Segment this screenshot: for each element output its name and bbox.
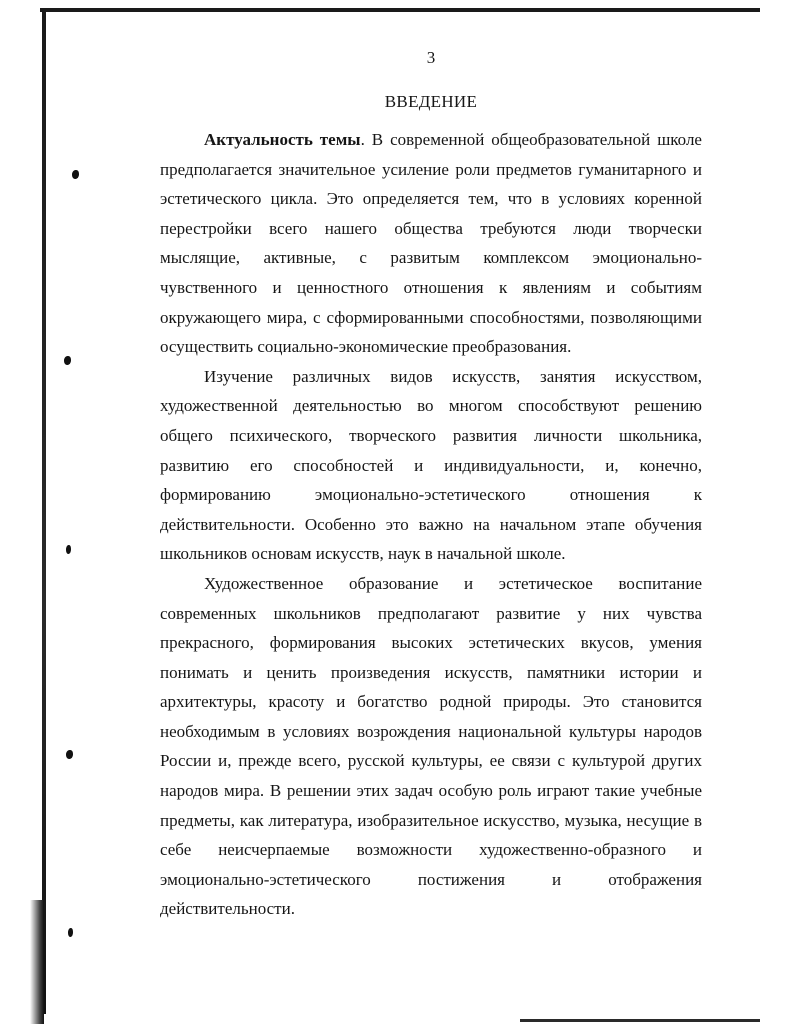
page-number: 3 (426, 48, 436, 67)
binding-hole-mark (66, 750, 73, 759)
binding-hole-mark (68, 928, 73, 937)
paragraph-2 (160, 362, 702, 569)
scan-edge-bottom (520, 1019, 760, 1022)
paragraph-text: . В современной общеобразовательной школе предполагается значительное усиление роли предметов гуманитарного и эстетического цикла. Это определяется тем, что в условиях коренной перестройки всего нашего общества требуются люди творчески мыслящие, активные, с развитым комплексом эмоционально-чувственного и ценностного отношения к явлениям и событиям окружающего мира, с сформированными способностями, позволяющими осуществить социально-экономические преобразования. (160, 130, 702, 357)
binding-hole-mark (72, 170, 79, 179)
page-title: ВВЕДЕНИЕ (384, 92, 478, 111)
scan-edge-top (40, 8, 760, 12)
binding-hole-mark (66, 545, 71, 554)
paragraph-text: Изучение различных видов искусств, занятия искусством, художественной деятельностью во многом способствуют решению общего психического, творческого развития личности школьника, развитию его способностей и индивидуальности, и, конечно, формированию эмоционально-эстетического отношения к действительности. Особенно это важно на начальном этапе обучения школьников основам искусств, наук в начальной школе. (160, 366, 702, 564)
paragraph-lead-bold: Актуальность темы (204, 130, 361, 149)
binding-hole-mark (64, 356, 71, 365)
scan-edge-left (42, 10, 46, 1014)
scan-edge-shadow (30, 900, 44, 1024)
paragraph-text: Художественное образование и эстетическое воспитание современных школьников предполагают развитие у них чувства прекрасного, формирования высоких эстетических вкусов, умения понимать и ценить произведения искусств, памятники истории и архитектуры, красоту и богатство родной природы. Это становится необходимым в условиях возрождения национальной культуры народов России и, прежде всего, русской культуры, ее связи с культурой других народов мира. В решении этих задач особую роль играют такие учебные предметы, как литература, изобразительное искусство, музыка, несущие в себе неисчерпаемые возможности художественно-образного и эмоционально-эстетического постижения и отображения действительности. (160, 573, 702, 919)
document-body (160, 125, 702, 924)
paragraph-3 (160, 569, 702, 924)
paragraph-1 (160, 125, 702, 362)
